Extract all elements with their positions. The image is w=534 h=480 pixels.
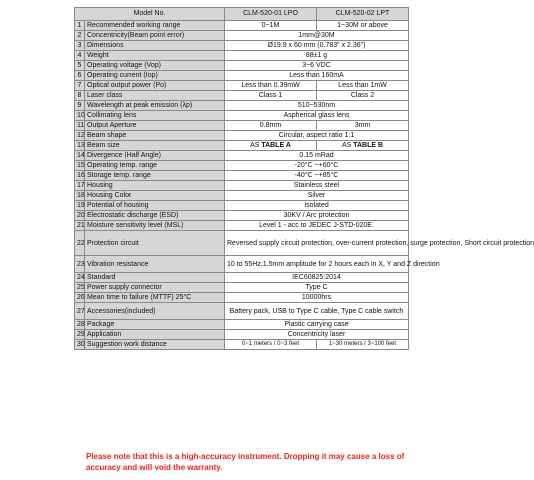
- row-number: 13: [75, 141, 85, 151]
- row-item: Operating current (Iop): [85, 71, 225, 81]
- row-item: Beam shape: [85, 131, 225, 141]
- row-item: Housing Color: [85, 191, 225, 201]
- row-number: 9: [75, 101, 85, 111]
- row-value: Type C: [225, 283, 409, 293]
- model-label: Model No.: [75, 8, 225, 21]
- row-item: Recommended working range: [85, 21, 225, 31]
- row-value: 510~530nm: [225, 101, 409, 111]
- row-number: 23: [75, 256, 85, 273]
- row-number: 25: [75, 283, 85, 293]
- row-value-a: Class 1: [225, 91, 317, 101]
- row-value-a: [225, 141, 317, 151]
- row-number: 18: [75, 191, 85, 201]
- table-row: [75, 256, 409, 273]
- row-value: -20°C ~+60°C: [225, 161, 409, 171]
- row-number: 26: [75, 293, 85, 303]
- row-value-b: [317, 141, 409, 151]
- table-row: [75, 131, 409, 141]
- row-value-b: 1~30M or above: [317, 21, 409, 31]
- row-item: Power supply connector: [85, 283, 225, 293]
- row-value: Silver: [225, 191, 409, 201]
- row-value: Concentricity laser: [225, 330, 409, 340]
- table-row: [75, 340, 409, 350]
- table-header-row: [75, 8, 409, 21]
- row-item: Optical output power (Po): [85, 81, 225, 91]
- row-item: Accessories(included): [85, 303, 225, 320]
- row-item: Operating temp. range: [85, 161, 225, 171]
- row-value: 3~6 VDC: [225, 61, 409, 71]
- row-number: 8: [75, 91, 85, 101]
- table-row: [75, 330, 409, 340]
- row-item: Output Aperture: [85, 121, 225, 131]
- table-row: [75, 21, 409, 31]
- row-item: Divergence (Half Angle): [85, 151, 225, 161]
- row-number: 6: [75, 71, 85, 81]
- row-value: Stainless steel: [225, 181, 409, 191]
- row-value: 10000hrs: [225, 293, 409, 303]
- row-value-a: 0~1M: [225, 21, 317, 31]
- warranty-note: Please note that this is a high-accuracy instrument. Dropping it may cause a loss of accuracy and will void the warranty.: [86, 452, 405, 472]
- row-item: Weight: [85, 51, 225, 61]
- table-reference: TABLE B: [353, 142, 384, 149]
- table-row: [75, 181, 409, 191]
- row-number: 15: [75, 161, 85, 171]
- row-number: 21: [75, 221, 85, 231]
- table-row: [75, 171, 409, 181]
- row-value: Battery pack, USB to Type C cable, Type C cable switch: [225, 303, 409, 320]
- table-row: [75, 231, 409, 256]
- row-number: 29: [75, 330, 85, 340]
- table-row: [75, 81, 409, 91]
- row-item: Package: [85, 320, 225, 330]
- row-number: 22: [75, 231, 85, 256]
- row-value: Less than 160mA: [225, 71, 409, 81]
- row-number: 16: [75, 171, 85, 181]
- table-row: [75, 61, 409, 71]
- row-value-b: Less than 1mW: [317, 81, 409, 91]
- row-number: 10: [75, 111, 85, 121]
- row-item: Application: [85, 330, 225, 340]
- row-value-b: 1~30 meters / 3~100 feet: [317, 340, 409, 350]
- table-row: [75, 273, 409, 283]
- row-value-a: 0.8mm: [225, 121, 317, 131]
- row-value: Plastic carrying case: [225, 320, 409, 330]
- table-row: [75, 191, 409, 201]
- row-value: Aspherical glass lens: [225, 111, 409, 121]
- row-number: 1: [75, 21, 85, 31]
- table-row: [75, 221, 409, 231]
- row-number: 30: [75, 340, 85, 350]
- row-item: Concentricity(Beam point error): [85, 31, 225, 41]
- row-item: Protection circuit: [85, 231, 225, 256]
- table-row: [75, 111, 409, 121]
- row-item: Dimensions: [85, 41, 225, 51]
- row-item: Laser class: [85, 91, 225, 101]
- row-item: Potential of housing: [85, 201, 225, 211]
- table-row: [75, 201, 409, 211]
- row-value: 0.15 mRad: [225, 151, 409, 161]
- row-value-b: Class 2: [317, 91, 409, 101]
- value-prefix: AS: [250, 142, 262, 149]
- row-value: IEC60825:2014: [225, 273, 409, 283]
- row-number: 7: [75, 81, 85, 91]
- row-item: Housing: [85, 181, 225, 191]
- row-item: Wavelength at peak emission (λp): [85, 101, 225, 111]
- table-reference: TABLE A: [261, 142, 291, 149]
- row-value: Isolated: [225, 201, 409, 211]
- row-item: Operating voltage (Vop): [85, 61, 225, 71]
- table-row: [75, 31, 409, 41]
- row-item: Suggestion work distance: [85, 340, 225, 350]
- table-row: [75, 303, 409, 320]
- row-number: 14: [75, 151, 85, 161]
- table-row: [75, 51, 409, 61]
- spec-table-body: [75, 21, 534, 350]
- row-item: Electrostatic discharge (ESD): [85, 211, 225, 221]
- row-number: 4: [75, 51, 85, 61]
- row-value: 30KV / Arc protection: [225, 211, 409, 221]
- row-item: Beam size: [85, 141, 225, 151]
- value-prefix: AS: [341, 142, 354, 149]
- row-number: 2: [75, 31, 85, 41]
- table-row: [75, 151, 409, 161]
- model-a: CLM-520-01 LPO: [225, 8, 317, 21]
- table-row: [75, 71, 409, 81]
- table-row: [75, 41, 409, 51]
- row-item: Mean time to failure (MTTF) 25°C: [85, 293, 225, 303]
- table-row: [75, 101, 409, 111]
- row-item: Storage temp. range: [85, 171, 225, 181]
- row-number: 27: [75, 303, 85, 320]
- row-number: 12: [75, 131, 85, 141]
- table-row: [75, 293, 409, 303]
- table-row: [75, 283, 409, 293]
- table-row: [75, 211, 409, 221]
- row-number: 17: [75, 181, 85, 191]
- row-value-a: 0~1 meters / 0~3 feet: [225, 340, 317, 350]
- table-row: [75, 141, 409, 151]
- row-number: 19: [75, 201, 85, 211]
- row-item: Vibration resistance: [85, 256, 225, 273]
- table-row: [75, 91, 409, 101]
- row-number: 11: [75, 121, 85, 131]
- row-item: Collimating lens: [85, 111, 225, 121]
- row-number: 24: [75, 273, 85, 283]
- row-item: Moisture sensitivity level (MSL): [85, 221, 225, 231]
- table-row: [75, 320, 409, 330]
- row-value-b: 3mm: [317, 121, 409, 131]
- row-value: 10 to 55Hz,1.5mm amplitude for 2 hours each in X, Y and Z direction: [225, 256, 409, 273]
- row-value: Circular, aspect ratio 1:1: [225, 131, 409, 141]
- row-value: Reversed supply circuit protection, over-current protection, surge protection, Short circuit protection: [225, 231, 409, 256]
- row-item: Standard: [85, 273, 225, 283]
- row-number: 28: [75, 320, 85, 330]
- table-row: [75, 121, 409, 131]
- row-value: Ø19.9 x 60 mm (0.783" x 2.36"): [225, 41, 409, 51]
- row-value: -40°C ~+85°C: [225, 171, 409, 181]
- row-number: 3: [75, 41, 85, 51]
- row-value: 1mm@30M: [225, 31, 409, 41]
- row-value: Level 1 - acc to JEDEC J-STD-020E.: [225, 221, 409, 231]
- row-value-a: Less than 0.39mW: [225, 81, 317, 91]
- row-value: 88±1 g: [225, 51, 409, 61]
- row-number: 20: [75, 211, 85, 221]
- row-number: 5: [75, 61, 85, 71]
- model-b: CLM-520-02 LPT: [317, 8, 409, 21]
- table-row: [75, 161, 409, 171]
- spec-table: [74, 7, 534, 350]
